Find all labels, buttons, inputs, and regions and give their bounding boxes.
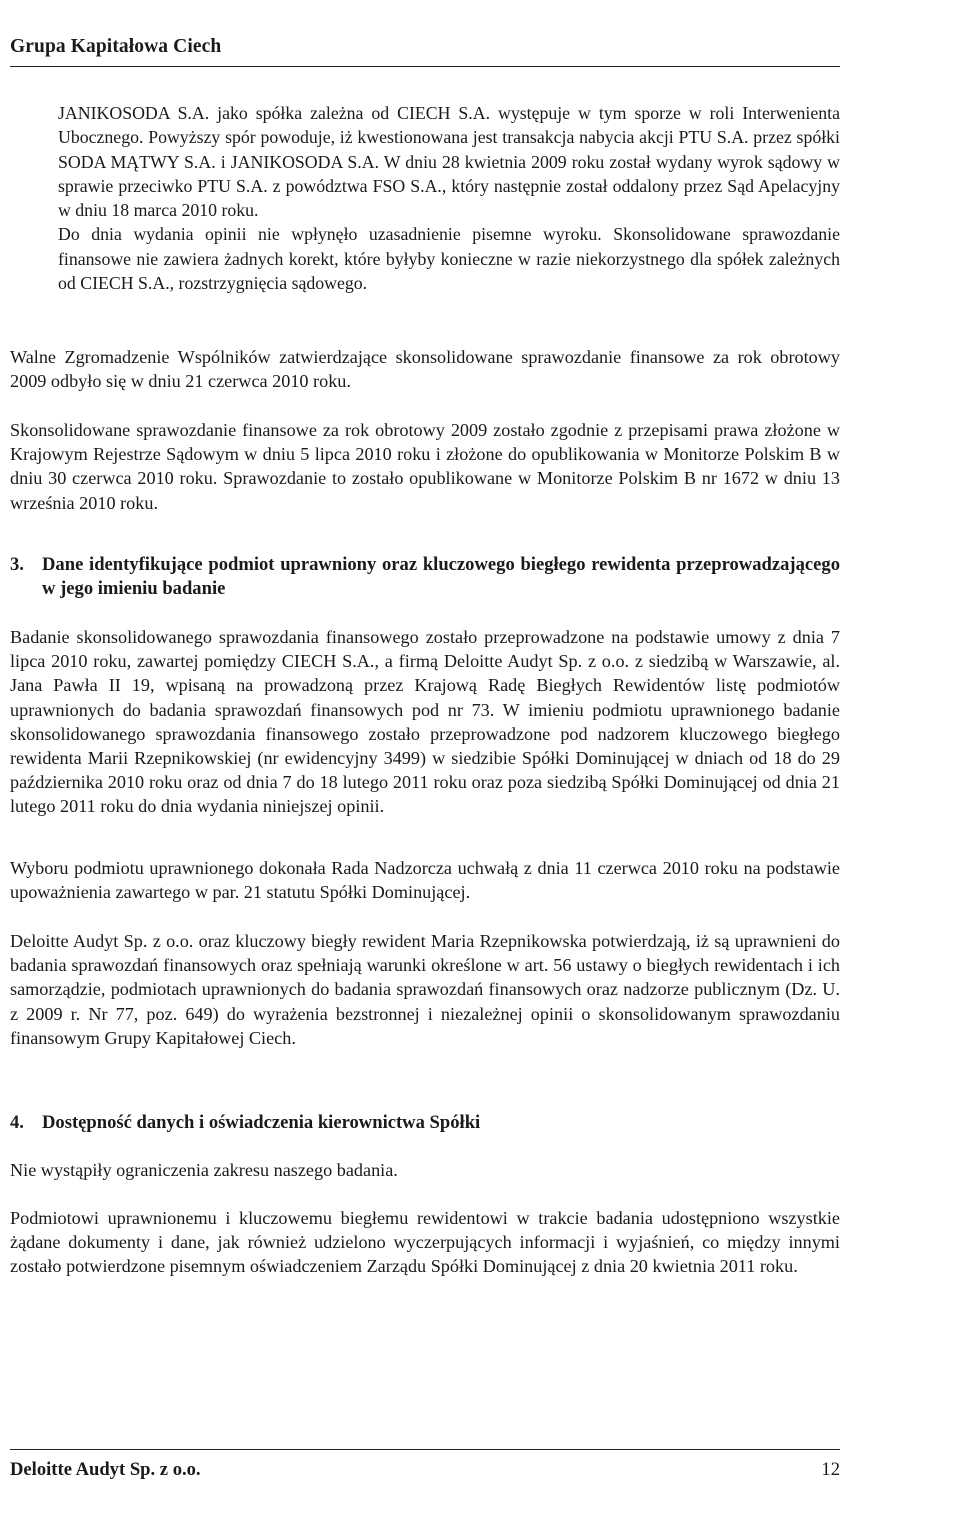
section-3-number: 3.	[10, 554, 24, 575]
audit-contract-paragraph: Badanie skonsolidowanego sprawozdania finansowego zostało przeprowadzone na podstawie umowy z dnia 7 lipca 2010 roku, zawartej pomiędzy CIECH S.A., a firmą Deloitte Audyt Sp. z o.o. z siedzibą w Warszawie, al. Jana Pawła II 19, wpisaną na prowadzoną przez Krajową Radę Biegłych Rewidentów listę podmiotów uprawnionych do badania sprawozdań finansowych pod nr 73. W imieniu podmiotu uprawnionego badanie skonsolidowanego sprawozdania finansowego zostało przeprowadzone pod nadzorem kluczowego biegłego rewidenta Marii Rzepnikowskiej (nr ewidencyjny 3499) w siedzibie Spółki Dominującej w dniach od 18 do 29 października 2010 roku oraz od dnia 7 do 18 lutego 2011 roku oraz poza siedzibą Spółki Dominującej od dnia 21 lutego 2011 roku do dnia wydania niniejszej opinii.	[10, 627, 840, 817]
auditor-independence-paragraph: Deloitte Audyt Sp. z o.o. oraz kluczowy biegły rewident Maria Rzepnikowska potwierdzają, iż są uprawnieni do badania sprawozdań finansowych oraz spełniają warunki określone w art. 56 ustawy o biegłych rewidentach i ich samorządzie, podmiotach uprawnionych do badania sprawozdań finansowych oraz nadzorze publicznym (Dz. U. z 2009 r. Nr 77, poz. 649) do wyrażenia bezstronnej i niezależnej opinii o skonsolidowanym sprawozdaniu finansowym Grupy Kapitałowej Ciech.	[10, 931, 840, 1048]
footer-company: Deloitte Audyt Sp. z o.o.	[10, 1459, 201, 1480]
footer-rule	[10, 1449, 840, 1450]
header-rule	[10, 66, 840, 67]
section-3-heading	[10, 553, 840, 602]
management-representation-paragraph: Podmiotowi uprawnionemu i kluczowemu biegłemu rewidentowi w trakcie badania udostępniono wszystkie żądane dokumenty i dane, jak również udzielono wyczerpujących informacji i wyjaśnień, co między innymi zostało potwierdzone pisemnym oświadczeniem Zarządu Spółki Dominującej z dnia 20 kwietnia 2011 roku.	[10, 1208, 840, 1277]
litigation-note	[58, 101, 840, 295]
section-3-title: Dane identyfikujące podmiot uprawniony oraz kluczowego biegłego rewidenta przeprowadzającego w jego imieniu badanie	[42, 554, 840, 600]
litigation-paragraph: JANIKOSODA S.A. jako spółka zależna od CIECH S.A. występuje w tym sporze w roli Interwenienta Ubocznego. Powyższy spór powoduje, iż kwestionowana jest transakcja nabycia akcji PTU S.A. przez spółki SODA MĄTWY S.A. i JANIKOSODA S.A. W dniu 28 kwietnia 2009 roku został wydany wyrok sądowy w sprawie przeciwko PTU S.A. z powództwa FSO S.A., który następnie został oddalony przez Sąd Apelacyjny w dniu 18 marca 2010 roku.	[58, 103, 840, 221]
section-4-title: Dostępność danych i oświadczenia kierownictwa Spółki	[42, 1112, 481, 1133]
running-header: Grupa Kapitałowa Ciech	[10, 36, 222, 57]
page-number: 12	[821, 1459, 840, 1480]
general-meeting-paragraph: Walne Zgromadzenie Wspólników zatwierdzające skonsolidowane sprawozdanie finansowe za rok obrotowy 2009 odbyło się w dniu 21 czerwca 2010 roku.	[10, 347, 840, 392]
scope-limitation-paragraph: Nie wystąpiły ograniczenia zakresu naszego badania.	[10, 1160, 398, 1180]
no-justification-paragraph: Do dnia wydania opinii nie wpłynęło uzasadnienie pisemne wyroku. Skonsolidowane sprawozdanie finansowe nie zawiera żadnych korekt, które byłyby konieczne w razie niekorzystnego dla spółek zależnych od CIECH S.A., rozstrzygnięcia sądowego.	[58, 224, 840, 294]
auditor-selection-paragraph: Wyboru podmiotu uprawnionego dokonała Rada Nadzorcza uchwałą z dnia 11 czerwca 2010 roku na podstawie upoważnienia zawartego w par. 21 statutu Spółki Dominującej.	[10, 858, 840, 903]
section-4-heading	[10, 1111, 840, 1135]
court-register-paragraph: Skonsolidowane sprawozdanie finansowe za rok obrotowy 2009 zostało zgodnie z przepisami prawa złożone w Krajowym Rejestrze Sądowym w dniu 5 lipca 2010 roku i złożone do opublikowania w Monitorze Polskim B w dniu 30 czerwca 2010 roku. Sprawozdanie to zostało opublikowane w Monitorze Polskim B nr 1672 w dniu 13 września 2010 roku.	[10, 420, 840, 513]
section-4-number: 4.	[10, 1112, 24, 1133]
